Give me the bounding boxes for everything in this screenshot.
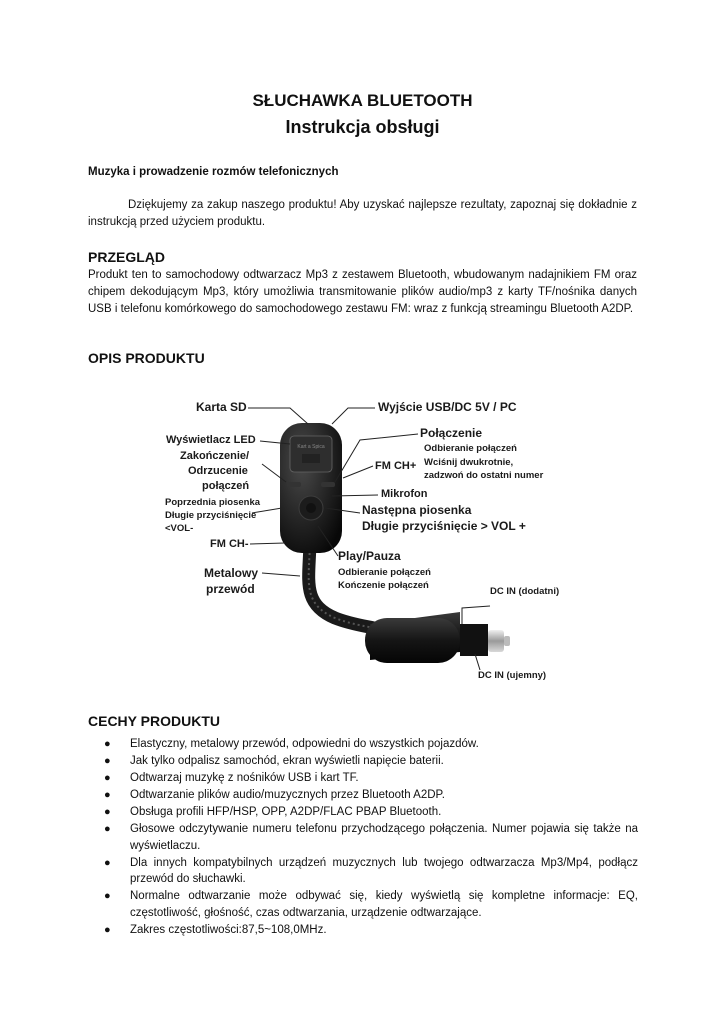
bullet-icon: ● bbox=[104, 823, 111, 835]
label-long-press-vol-minus-2: <VOL- bbox=[165, 523, 194, 534]
label-double-press-1: Wciśnij dwukrotnie, bbox=[424, 457, 514, 468]
features-heading: CECHY PRODUKTU bbox=[88, 713, 220, 729]
list-item bbox=[104, 855, 638, 888]
bullet-icon: ● bbox=[104, 738, 111, 750]
document-tagline: Muzyka i prowadzenie rozmów telefonicznych bbox=[88, 166, 339, 178]
label-end-reject-3: połączeń bbox=[202, 480, 250, 492]
list-item bbox=[104, 753, 638, 770]
label-led-display: Wyświetlacz LED bbox=[166, 434, 256, 446]
feature-text: Odtwarzanie plików audio/muzycznych przez Bluetooth A2DP. bbox=[130, 789, 445, 801]
label-answer-calls-2: Odbieranie połączeń bbox=[338, 567, 431, 578]
bullet-icon: ● bbox=[104, 772, 111, 784]
label-dc-in-positive: DC IN (dodatni) bbox=[490, 586, 560, 597]
label-dc-in-negative: DC IN (ujemny) bbox=[478, 670, 547, 681]
bullet-icon: ● bbox=[104, 890, 111, 902]
feature-text: Normalne odtwarzanie może odbywać się, kiedy wyświetlą się kompletne informacje: EQ, częstotliwość, głośność, czas odtwarzania, urządzenie odtwarzające. bbox=[130, 890, 638, 919]
plug-tip-shape bbox=[488, 630, 504, 652]
list-item bbox=[104, 787, 638, 804]
label-end-reject-2: Odrzucenie bbox=[188, 465, 248, 477]
label-fm-ch-minus: FM CH- bbox=[210, 538, 249, 550]
feature-text: Zakres częstotliwości:87,5~108,0MHz. bbox=[130, 923, 327, 936]
connect-button-shape bbox=[321, 482, 335, 487]
bullet-icon: ● bbox=[104, 806, 111, 818]
overview-heading: PRZEGLĄD bbox=[88, 249, 165, 265]
list-item bbox=[104, 736, 638, 753]
label-long-press-vol-plus: Długie przyciśnięcie > VOL + bbox=[362, 519, 526, 533]
list-item bbox=[104, 804, 638, 821]
document-subtitle: Instrukcja obsługi bbox=[285, 117, 440, 137]
feature-text: Głosowe odczytywanie numeru telefonu przychodzącego połączenia. Numer pojawia się także na wyświetlaczu. bbox=[130, 823, 638, 852]
label-end-calls: Kończenie połączeń bbox=[338, 580, 429, 591]
label-sd-card: Karta SD bbox=[196, 400, 247, 414]
label-usb-out: Wyjście USB/DC 5V / PC bbox=[378, 400, 517, 414]
overview-paragraph: Produkt ten to samochodowy odtwarzacz Mp3 z zestawem Bluetooth, wbudowanym nadajnikiem FM oraz chipem dekodującym Mp3, który umożliwia transmitowanie plików audio/mp3 z karty TF/nośnika danych USB i telefonu komórkowego do samochodowego zestawu FM: wraz z funkcją streamingu Bluetooth A2DP. bbox=[88, 269, 637, 315]
car-plug-shape bbox=[365, 618, 460, 663]
label-metal-cable-1: Metalowy bbox=[204, 566, 259, 580]
list-item bbox=[104, 821, 638, 854]
label-double-press-2: zadzwoń do ostatni numer bbox=[424, 470, 544, 481]
label-fm-ch-plus: FM CH+ bbox=[375, 460, 417, 472]
label-connection: Połączenie bbox=[420, 426, 483, 440]
product-diagram bbox=[160, 378, 575, 693]
screen-text: Kart a Spica bbox=[297, 444, 325, 450]
feature-text: Obsługa profili HFP/HSP, OPP, A2DP/FLAC PBAP Bluetooth. bbox=[130, 806, 442, 818]
feature-text: Elastyczny, metalowy przewód, odpowiedni do wszystkich pojazdów. bbox=[130, 738, 479, 750]
features-list bbox=[104, 736, 638, 939]
label-end-reject-1: Zakończenie/ bbox=[180, 450, 250, 462]
label-long-press-vol-minus-1: Długie przyciśnięcie bbox=[165, 510, 257, 521]
list-item bbox=[104, 888, 638, 921]
label-microphone: Mikrofon bbox=[381, 488, 428, 500]
bullet-icon: ● bbox=[104, 789, 111, 801]
description-heading: OPIS PRODUKTU bbox=[88, 350, 205, 366]
label-next-song: Następna piosenka bbox=[362, 503, 472, 517]
list-item bbox=[104, 922, 638, 939]
feature-text: Odtwarzaj muzykę z nośników USB i kart TF. bbox=[130, 772, 359, 784]
bullet-icon: ● bbox=[104, 755, 111, 767]
label-play-pause: Play/Pauza bbox=[338, 549, 401, 563]
label-answer-calls: Odbieranie połączeń bbox=[424, 443, 517, 454]
intro-paragraph: Dziękujemy za zakup naszego produktu! Aby uzyskać najlepsze rezultaty, zapoznaj się dokładnie z instrukcją przed użyciem produktu. bbox=[88, 199, 637, 228]
label-metal-cable-2: przewód bbox=[206, 582, 255, 596]
feature-text: Jak tylko odpalisz samochód, ekran wyświetli napięcie baterii. bbox=[130, 755, 444, 767]
document-title: SŁUCHAWKA BLUETOOTH bbox=[252, 91, 473, 110]
list-item bbox=[104, 770, 638, 787]
product-illustration bbox=[160, 378, 575, 693]
end-call-button-shape bbox=[287, 482, 301, 487]
bullet-icon: ● bbox=[104, 856, 111, 869]
feature-text: Dla innych kompatybilnych urządzeń muzycznych lub twojego odtwarzacza Mp3/Mp4, podłącz przewód do słuchawki. bbox=[130, 856, 638, 885]
bullet-icon: ● bbox=[104, 923, 111, 936]
label-prev-song: Poprzednia piosenka bbox=[165, 497, 261, 508]
